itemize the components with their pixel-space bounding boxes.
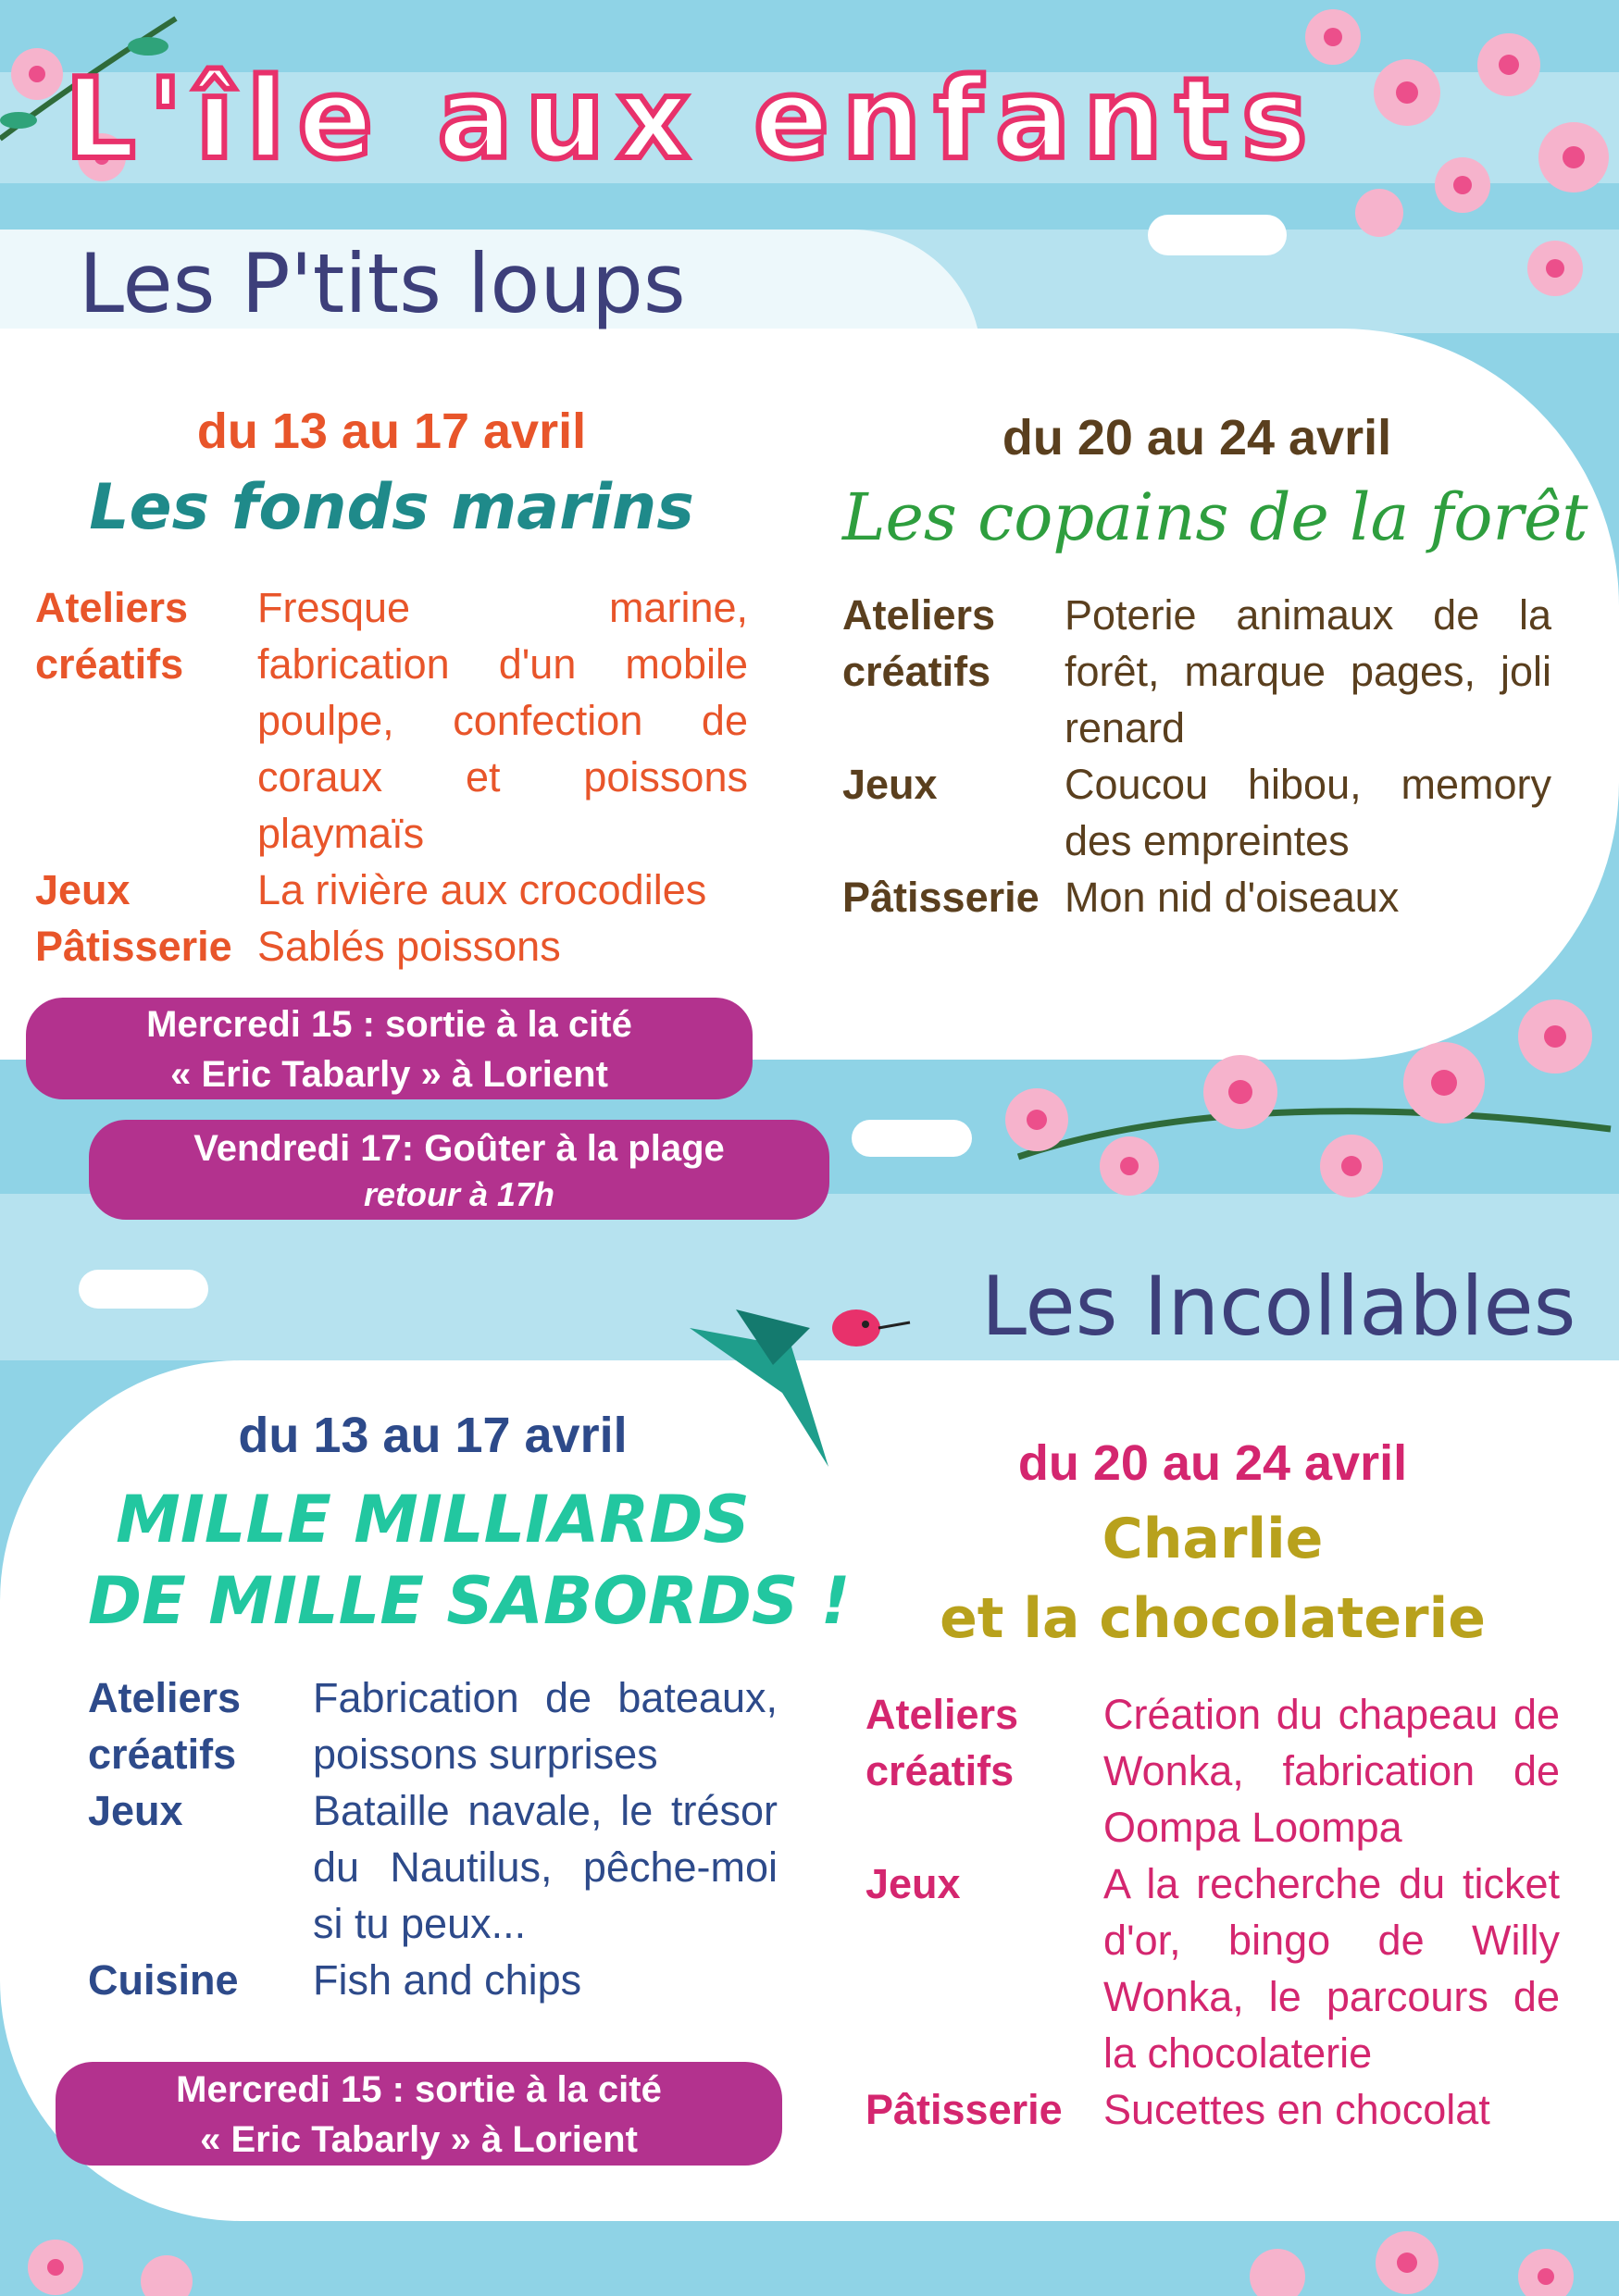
activity-row	[842, 587, 1551, 756]
activity-label: Jeux	[866, 1860, 961, 1907]
activity-text: Mon nid d'oiseaux	[1065, 874, 1400, 921]
activity-text: A la recherche du ticket d'or, bingo de Willy Wonka, le parcours de la chocolaterie	[1103, 1860, 1560, 2077]
week1-ptits-loups	[35, 403, 748, 974]
activity-text: Fabrication de bateaux, poissons surprises	[313, 1674, 778, 1778]
activity-row	[88, 1952, 778, 2008]
activity-row	[35, 862, 748, 918]
activity-text: Poterie animaux de la forêt, marque pages, joli renard	[1065, 591, 1551, 751]
cloud	[852, 1120, 972, 1157]
activity-label: Pâtisserie	[842, 874, 1040, 921]
activity-list	[866, 1686, 1560, 2138]
activity-row	[88, 1782, 778, 1952]
activity-row	[88, 1669, 778, 1782]
activity-text: Sablés poissons	[257, 923, 561, 970]
activity-text: Coucou hibou, memory des empreintes	[1065, 761, 1551, 864]
week-theme: Les fonds marins	[89, 471, 694, 544]
activity-text: Fresque marine, fabrication d'un mobile poulpe, confection de coraux et poissons playmaïs	[257, 584, 748, 857]
week-date: du 20 au 24 avril	[1002, 410, 1392, 465]
activity-label: Ateliers créatifs	[35, 584, 189, 688]
activity-row	[35, 918, 748, 974]
section-heading-incollables: Les Incollables	[981, 1259, 1576, 1354]
activity-text: Fish and chips	[313, 1956, 582, 2004]
activity-row	[35, 579, 748, 862]
activity-label: Ateliers créatifs	[842, 591, 996, 695]
week-theme: MILLE MILLIARDS DE MILLE SABORDS !	[88, 1482, 851, 1639]
activity-label: Jeux	[35, 866, 131, 913]
outing-banner: Mercredi 15 : sortie à la cité « Eric Tabarly » à Lorient	[56, 2062, 782, 2166]
outing-banner: Mercredi 15 : sortie à la cité « Eric Tabarly » à Lorient	[26, 998, 753, 1099]
week-date: du 20 au 24 avril	[1017, 1435, 1408, 1491]
week2-incollables	[866, 1434, 1560, 2138]
activity-label: Pâtisserie	[35, 923, 232, 970]
activity-list	[842, 587, 1551, 925]
activity-text: Création du chapeau de Wonka, fabrication de Oompa Loompa	[1103, 1691, 1560, 1851]
activity-text: Sucettes en chocolat	[1103, 2086, 1490, 2133]
activity-row	[842, 756, 1551, 869]
activity-label: Ateliers créatifs	[88, 1674, 242, 1778]
outing-banner: Vendredi 17: Goûter à la plage retour à 17h	[89, 1120, 829, 1220]
activity-label: Jeux	[842, 761, 938, 808]
activity-row	[842, 869, 1551, 925]
activity-list	[88, 1669, 778, 2008]
week-theme: Charlie et la chocolaterie	[940, 1507, 1486, 1651]
week-date: du 13 au 17 avril	[238, 1408, 628, 1463]
activity-label: Pâtisserie	[866, 2086, 1063, 2133]
cherry-blossom-cluster-bottom	[0, 2212, 1619, 2296]
week2-ptits-loups	[842, 409, 1588, 925]
activity-text: La rivière aux crocodiles	[257, 866, 707, 913]
activity-label: Ateliers créatifs	[866, 1691, 1019, 1794]
section-heading-ptits-loups: Les P'tits loups	[79, 236, 686, 331]
activity-row	[866, 2081, 1560, 2138]
activity-row	[866, 1686, 1560, 1855]
week1-incollables	[88, 1407, 851, 2008]
cherry-blossom-cluster-middle-right	[963, 972, 1619, 1249]
activity-row	[866, 1855, 1560, 2081]
week-theme: Les copains de la forêt	[842, 479, 1588, 555]
activity-label: Jeux	[88, 1787, 183, 1834]
activity-list	[35, 579, 748, 974]
week-date: du 13 au 17 avril	[196, 403, 587, 459]
activity-text: Bataille navale, le trésor du Nautilus, pêche-moi si tu peux...	[313, 1787, 778, 1947]
cloud	[1148, 215, 1287, 255]
activity-label: Cuisine	[88, 1956, 239, 2004]
cloud	[79, 1270, 208, 1309]
page-title: L'île aux enfants	[65, 56, 1321, 184]
